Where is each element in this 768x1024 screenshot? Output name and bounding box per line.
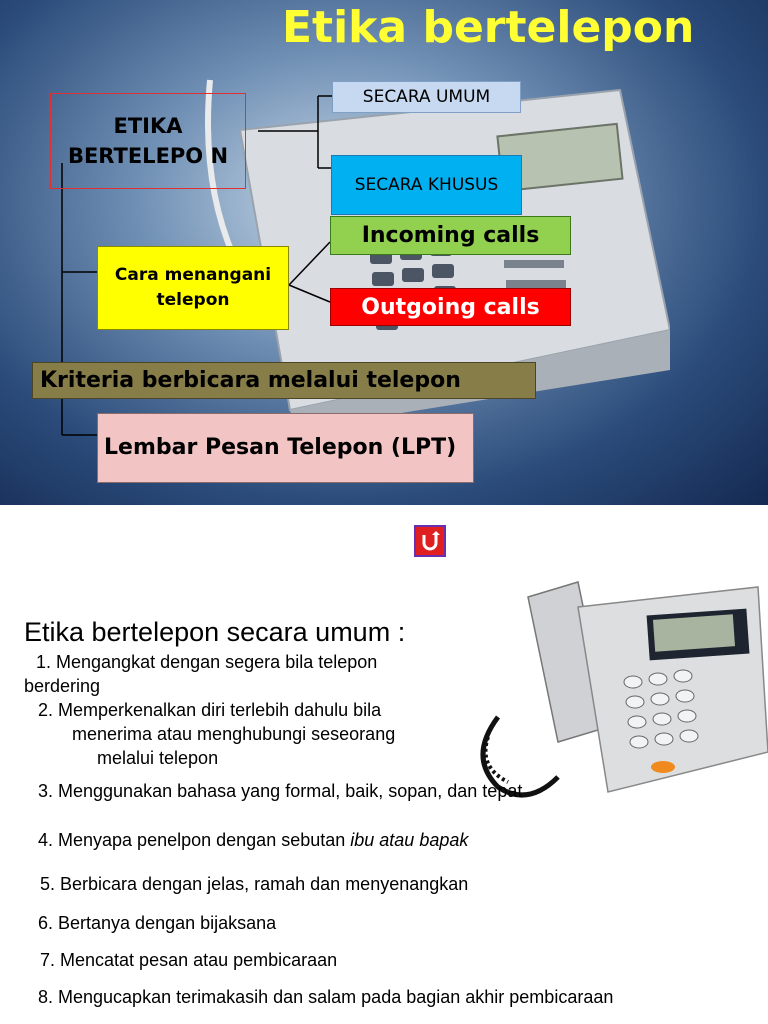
list-item-2: 2. Memperkenalkan diri terlebih dahulu bila [38, 700, 382, 720]
list-title: Etika bertelepon secara umum : [24, 617, 406, 647]
outgoing-calls-box[interactable]: Outgoing calls [330, 288, 571, 326]
slide-title: Etika bertelepon [282, 2, 695, 53]
slide-etika-bertelepon [0, 0, 768, 505]
return-arrow-icon [420, 531, 440, 551]
list-item-5: 5. Berbicara dengan jelas, ramah dan menyenangkan [40, 874, 469, 894]
list-item-7: 7. Mencatat pesan atau pembicaraan [40, 950, 338, 970]
etika-bertelepon-box: ETIKA BERTELEPO N [50, 93, 246, 189]
secara-khusus-box[interactable]: SECARA KHUSUS [331, 155, 522, 215]
list-item-1: 1. Mengangkat dengan segera bila telepon [36, 652, 378, 672]
return-button[interactable] [414, 525, 446, 557]
incoming-calls-box[interactable]: Incoming calls [330, 216, 571, 255]
list-item-8: 8. Mengucapkan terimakasih dan salam pada bagian akhir pembicaraan [38, 987, 614, 1007]
lembar-pesan-telepon-box[interactable]: Lembar Pesan Telepon (LPT) [97, 413, 474, 483]
list-item-4-emphasis: ibu atau bapak [350, 830, 469, 850]
list-item-4-text: 4. Menyapa penelpon dengan sebutan [38, 830, 351, 850]
cara-menangani-telepon-box[interactable]: Cara menangani telepon [97, 246, 289, 330]
list-item-2-cont2: melalui telepon [97, 748, 219, 768]
list-item-4 [38, 828, 468, 852]
slide-etika-secara-umum [0, 505, 768, 1024]
desk-phone-image [468, 577, 768, 809]
secara-umum-box[interactable]: SECARA UMUM [332, 81, 521, 113]
list-item-3: 3. Menggunakan bahasa yang formal, baik, sopan, dan tepat [38, 781, 523, 801]
kriteria-berbicara-box[interactable]: Kriteria berbicara melalui telepon [32, 362, 536, 399]
list-item-1-cont: berdering [24, 676, 101, 696]
list-item-2-cont: menerima atau menghubungi seseorang [72, 724, 396, 744]
list-item-6: 6. Bertanya dengan bijaksana [38, 913, 277, 933]
